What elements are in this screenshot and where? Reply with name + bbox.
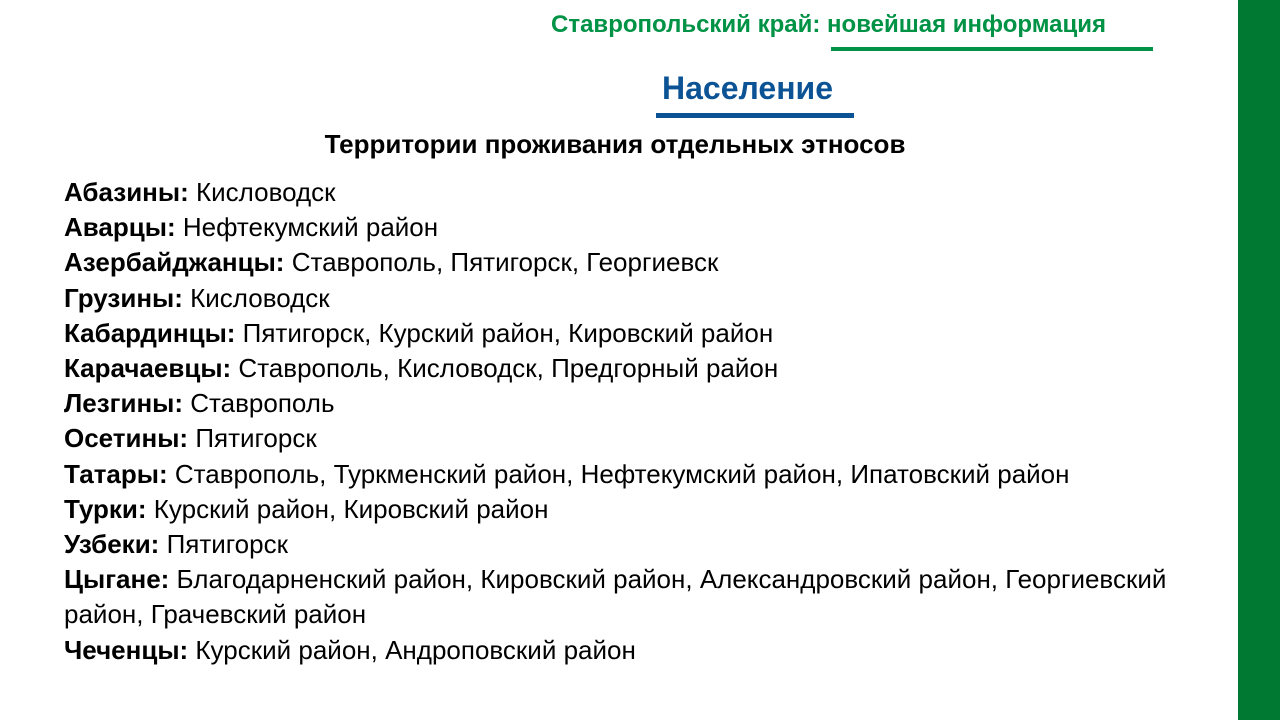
ethnic-group-name: Лезгины: bbox=[64, 388, 184, 419]
ethnic-group-name: Грузины: bbox=[64, 282, 183, 313]
list-item bbox=[64, 281, 1174, 316]
list-item bbox=[64, 527, 1174, 562]
header-title: Ставропольский край: новейшая информация bbox=[551, 11, 1106, 38]
ethnic-group-name: Азербайджанцы: bbox=[64, 247, 285, 278]
ethnic-group-places: Ставрополь, Пятигорск, Георгиевск bbox=[284, 247, 719, 278]
ethnic-group-name: Татары: bbox=[64, 458, 168, 489]
ethnic-group-places: Пятигорск bbox=[159, 529, 288, 560]
ethnic-groups-list bbox=[64, 175, 1174, 668]
ethnic-group-places: Курский район, Андроповский район bbox=[188, 634, 636, 665]
list-item bbox=[64, 210, 1174, 245]
list-item bbox=[64, 175, 1174, 210]
ethnic-group-places: Кисловодск bbox=[182, 282, 330, 313]
ethnic-group-name: Абазины: bbox=[64, 177, 189, 207]
ethnic-group-name: Цыгане: bbox=[64, 564, 170, 595]
ethnic-group-places: Ставрополь bbox=[183, 388, 335, 419]
section-title: Население bbox=[662, 70, 833, 106]
ethnic-group-name: Кабардинцы: bbox=[64, 317, 236, 348]
ethnic-group-places: Кисловодск bbox=[188, 177, 336, 207]
list-item bbox=[64, 457, 1174, 492]
list-item bbox=[64, 633, 1174, 668]
section-underline bbox=[656, 113, 854, 118]
header-underline bbox=[831, 47, 1153, 51]
ethnic-group-name: Турки: bbox=[64, 493, 147, 524]
ethnic-group-places: Ставрополь, Туркменский район, Нефтекумский район, Ипатовский район bbox=[167, 458, 1070, 489]
ethnic-group-name: Карачаевцы: bbox=[64, 353, 232, 384]
list-item bbox=[64, 421, 1174, 456]
ethnic-group-places: Нефтекумский район bbox=[175, 212, 439, 243]
list-item bbox=[64, 492, 1174, 527]
ethnic-group-name: Аварцы: bbox=[64, 212, 176, 243]
list-item bbox=[64, 386, 1174, 421]
ethnic-group-name: Осетины: bbox=[64, 423, 189, 454]
right-decorative-bar bbox=[1238, 0, 1280, 720]
ethnic-group-name: Узбеки: bbox=[64, 529, 160, 560]
slide-subtitle: Территории проживания отдельных этносов bbox=[324, 129, 906, 159]
ethnic-group-places: Пятигорск, Курский район, Кировский район bbox=[235, 317, 774, 348]
ethnic-group-places: Курский район, Кировский район bbox=[146, 493, 549, 524]
list-item bbox=[64, 562, 1174, 632]
list-item bbox=[64, 351, 1174, 386]
ethnic-group-places: Благодарненский район, Кировский район, Александровский район, Георгиевский район, Грачевский район bbox=[64, 564, 1167, 630]
ethnic-group-name: Чеченцы: bbox=[64, 634, 189, 665]
list-item bbox=[64, 316, 1174, 351]
ethnic-group-places: Ставрополь, Кисловодск, Предгорный район bbox=[231, 353, 779, 384]
ethnic-group-places: Пятигорск bbox=[188, 423, 317, 454]
list-item bbox=[64, 245, 1174, 280]
